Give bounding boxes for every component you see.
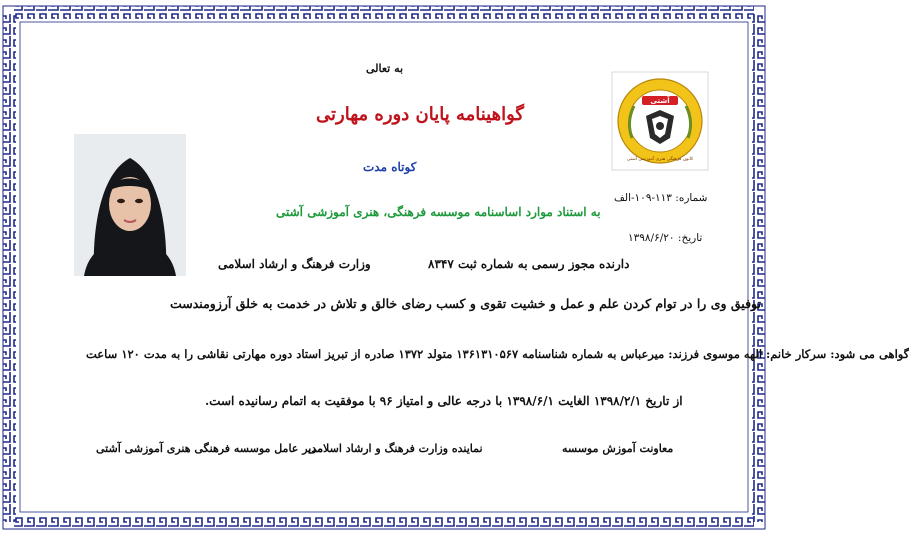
ministry-name: وزارت فرهنگ و ارشاد اسلامی [218, 257, 371, 271]
license-line: دارنده مجوز رسمی به شماره ثبت ۸۳۴۷ [428, 257, 630, 271]
wish-line: توفیق وی را در توام کردن علم و عمل و خشیت تقوی و کسب رضای خالق و تلاش در خدمت به خلق آرزومندست [170, 296, 761, 311]
signature-ceo: مدیر عامل موسسه فرهنگی هنری آموزشی آشتی [96, 442, 323, 455]
certificate-date: تاریخ: ۱۳۹۸/۶/۲۰ [628, 232, 703, 244]
signature-education-deputy: معاونت آموزش موسسه [562, 442, 674, 455]
header-bismillah: به تعالی [366, 62, 404, 75]
certificate-number: شماره: ۱۱۳-۱۰۹-الف [614, 192, 708, 204]
logo-center-text: آشتی [650, 97, 670, 105]
certificate-body-line1: گواهی می شود: سرکار خانم: الهه موسوی فرزند: میرعباس به شماره شناسنامه ۱۳۶۱۳۱۰۵۶۷ متولد ۱۳۷۲ صادره از تبریز استاد دوره مهارتی نقاشی را به مدت ۱۲۰ ساعت [86, 347, 909, 361]
recipient-photo [74, 134, 186, 276]
signature-ministry-representative: نماینده وزارت فرهنگ و ارشاد اسلامی [308, 442, 483, 455]
basis-line: به استناد موارد اساسنامه موسسه فرهنگی، هنری آموزشی آشتی [276, 205, 601, 219]
certificate-subtitle: کوتاه مدت [363, 160, 417, 174]
logo-ring-text: کانون فرهنگی هنری آموزشی آشتی [626, 157, 694, 162]
certificate-body-line2: از تاریخ ۱۳۹۸/۲/۱ الغایت ۱۳۹۸/۶/۱ با درجه عالی و امتیاز ۹۶ با موفقیت به اتمام رسانیده است. [205, 394, 683, 408]
institute-logo [612, 72, 708, 170]
certificate-title: گواهینامه پایان دوره مهارتی [316, 104, 524, 125]
